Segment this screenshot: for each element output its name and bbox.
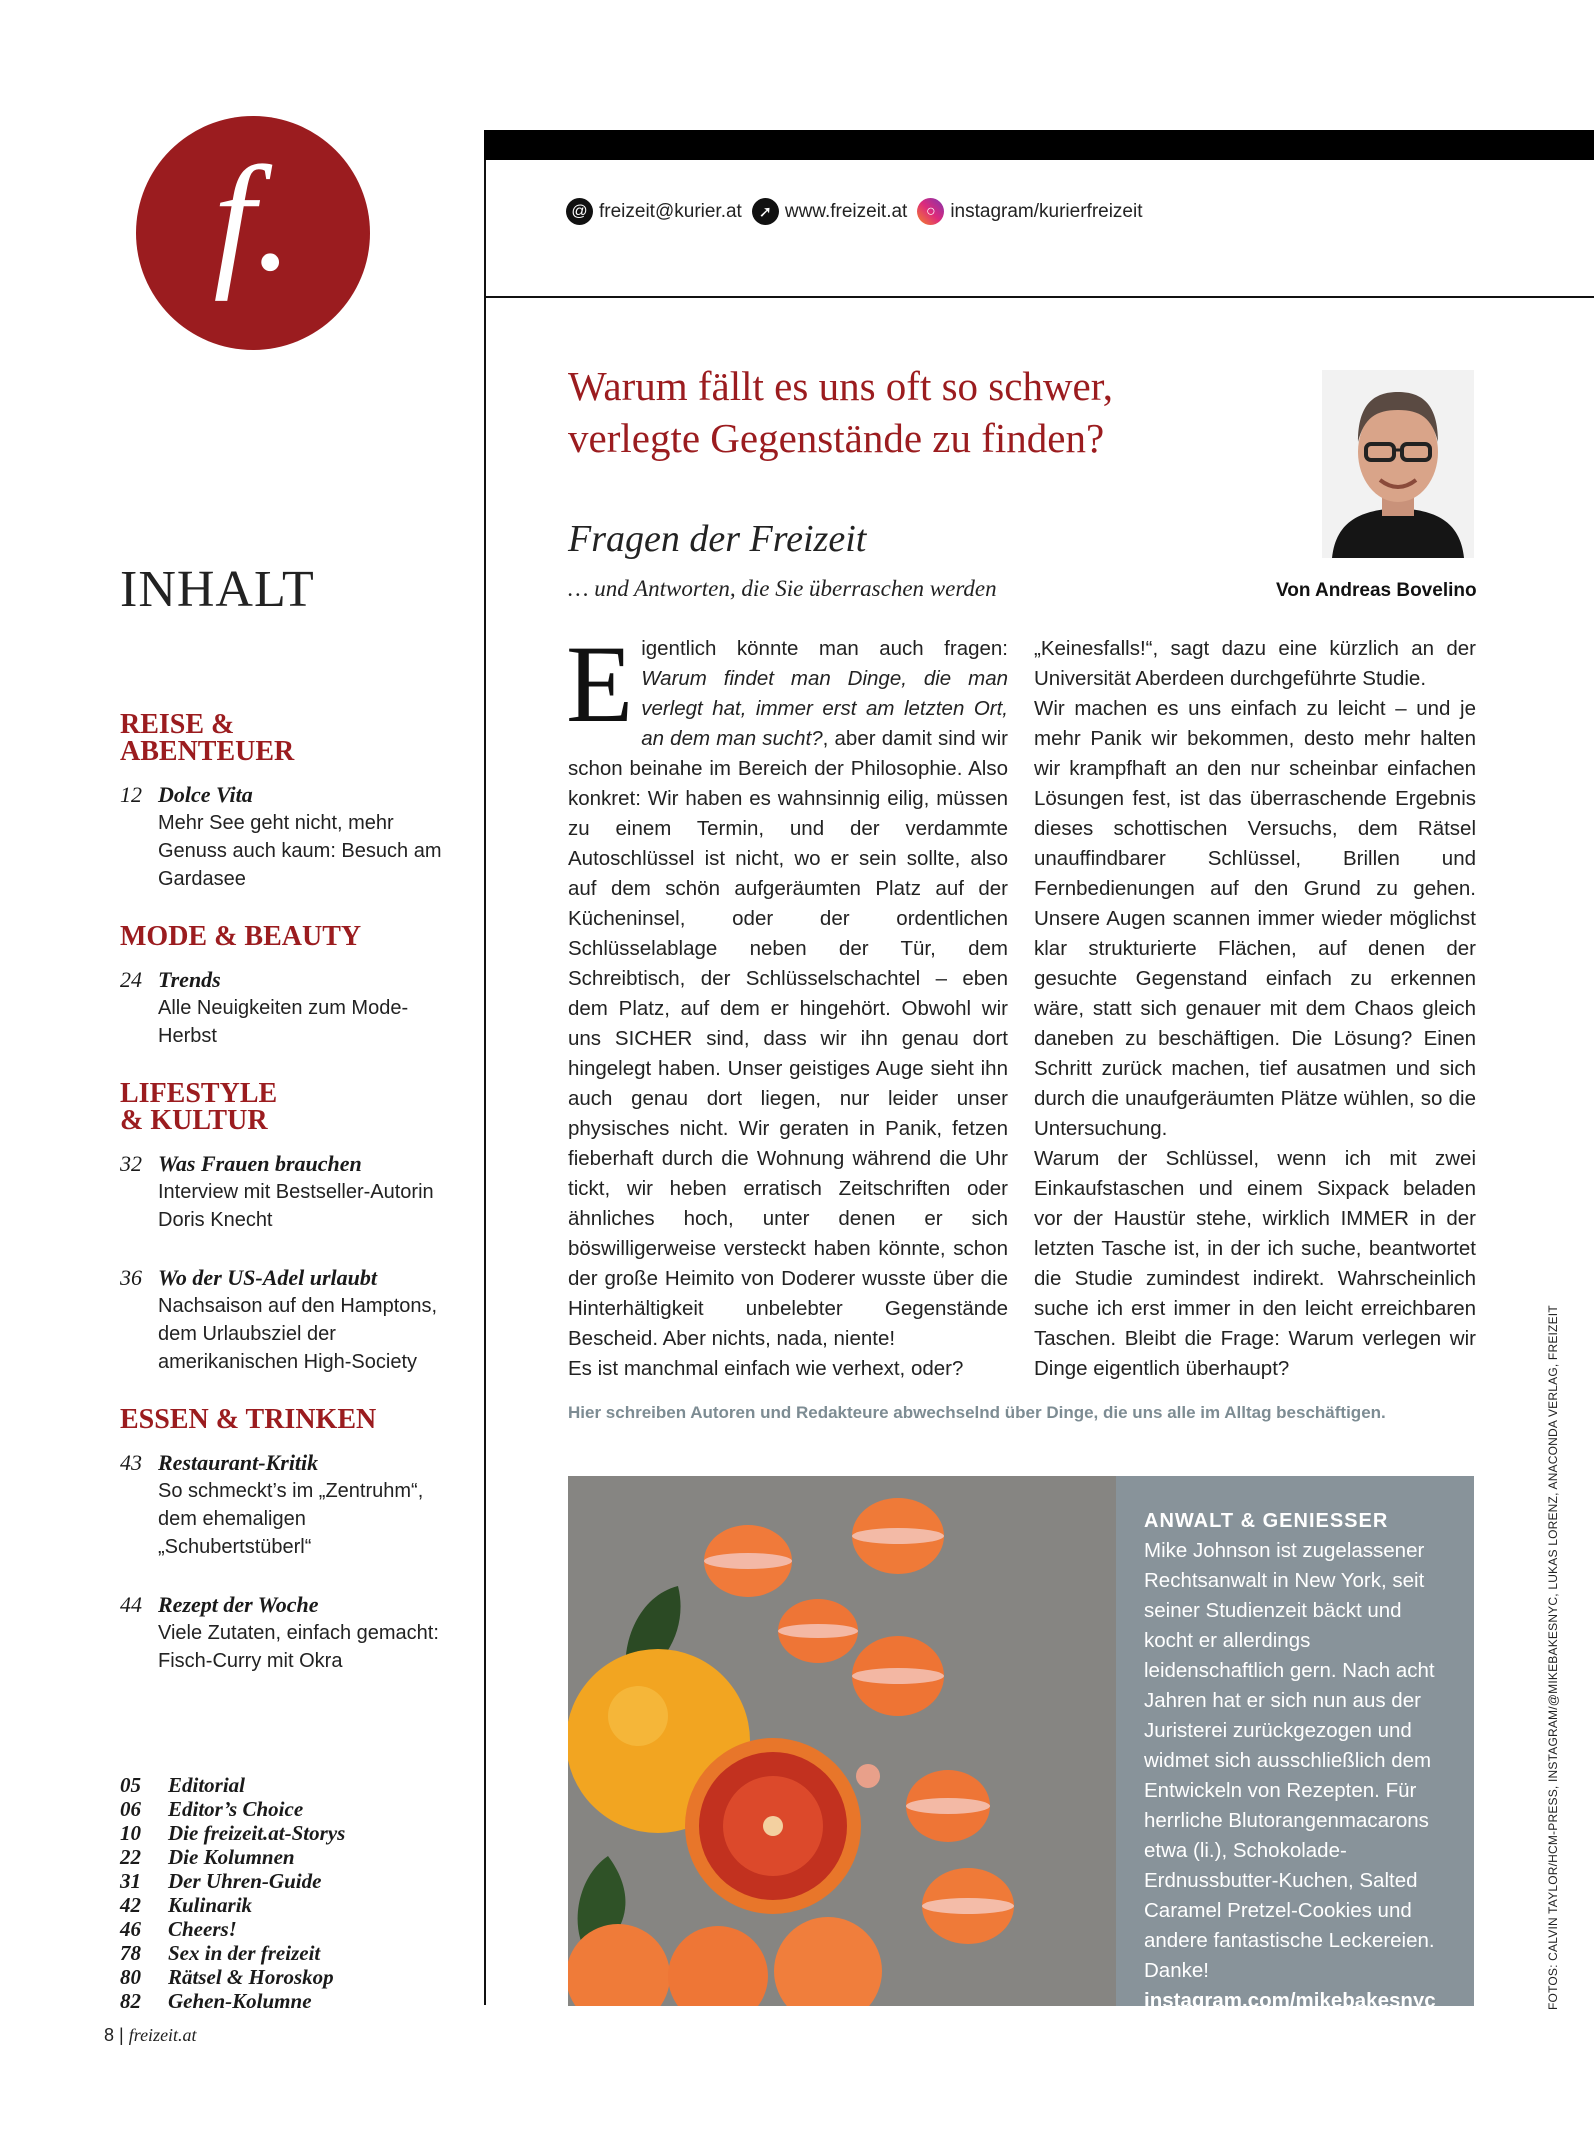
- toc-item-title: Restaurant-Kritik: [158, 1450, 319, 1475]
- toc-page-number: 42: [120, 1893, 141, 1917]
- macarons-illustration: [568, 1476, 1116, 2006]
- info-box: [1116, 1476, 1474, 2012]
- toc-page-number: 80: [120, 1965, 141, 1989]
- toc-quick-item[interactable]: [120, 1869, 460, 1893]
- toc-section-title: LIFESTYLE & KULTUR: [120, 1078, 278, 1136]
- toc-item-desc: Nachsaison auf den Hamptons, dem Urlaubsziel der amerikanischen High-Society: [158, 1295, 438, 1373]
- toc-item-title: Sex in der freizeit: [168, 1941, 321, 1965]
- toc-item-title: Cheers!: [168, 1917, 237, 1941]
- toc-item-title: Die freizeit.at-Storys: [168, 1821, 346, 1845]
- toc-quick-item[interactable]: [120, 1821, 460, 1845]
- toc-item-title: Die Kolumnen: [168, 1845, 295, 1869]
- toc-item[interactable]: [120, 1449, 460, 1561]
- logo-letter: f.: [213, 136, 293, 302]
- headline-line: Warum fällt es uns oft so schwer,: [568, 363, 1114, 409]
- article-paragraph: Es ist manchmal einfach wie verhext, oder?: [568, 1357, 964, 1380]
- toc-item-title: Rezept der Woche: [158, 1592, 319, 1617]
- paragraph-text: , aber damit sind wir schon beinahe im Bereich der Philosophie. Also konkret: Wir haben es wahnsinnig eilig, müssen zu einem Termin, und der verdammte Autoschlüssel ist nicht, wo er sein sollte, also auf dem schön aufgeräumten Platz auf der Kücheninsel, oder der ordentlichen Schlüsselablage neben der Tür, dem Schreibtisch, der Schlüsselschachtel – eben dem Platz, auf dem er hingehört. Obwohl wir uns SICHER sind, dass wir ihn genau dort hingelegt haben. Unser geistiges Auge sieht ihn auch genau dort liegen, nur leider unser physisches nicht. Wir geraten in Panik, fetzen fieberhaft durch die Wohnung während die Uhr tickt, wir heben erratisch Zeitschriften oder ähnliches hoch, unter denen er sich böswilligerweise versteckt haben könnte, schon der große Heimito von Doderer wusste über die Hinterhältigkeit unbelebter Gegenstände Bescheid. Aber nichts, nada, niente!: [568, 727, 1008, 1350]
- toc-quick-item[interactable]: [120, 1773, 460, 1797]
- toc-quick-list: [120, 1773, 460, 2013]
- paragraph-italic: Warum findet man Dinge, die man verlegt hat, immer erst am letzten Ort, an dem man sucht?: [641, 667, 1008, 750]
- info-box-title: ANWALT & GENIESSER: [1144, 1510, 1389, 1532]
- instagram-profile-link[interactable]: instagram.com/mikebakesnyc: [1144, 1989, 1436, 2012]
- article-column-1: [566, 623, 1008, 1384]
- toc-item-title: Editor’s Choice: [168, 1797, 304, 1821]
- toc-quick-item[interactable]: [120, 1893, 460, 1917]
- toc-page-number: 82: [120, 1989, 141, 2013]
- toc-item-desc: So schmeckt’s im „Zentruhm“, dem ehemaligen „Schubertstüberl“: [158, 1480, 424, 1558]
- toc-section: [120, 923, 460, 1050]
- toc-page-number: 05: [120, 1773, 141, 1797]
- footer-brand: freizeit.at: [128, 2025, 197, 2045]
- toc-item-title: Rätsel & Horoskop: [168, 1965, 334, 1989]
- toc-item-title: Der Uhren-Guide: [168, 1869, 322, 1893]
- toc-quick-item[interactable]: [120, 1845, 460, 1869]
- toc-item-title: Gehen-Kolumne: [168, 1989, 312, 2013]
- toc-page-number: 46: [120, 1917, 141, 1941]
- header-divider: [484, 296, 1594, 298]
- toc-item-title: Wo der US-Adel urlaubt: [158, 1265, 378, 1290]
- article-paragraph: Wir machen es uns einfach zu leicht – und je mehr Panik wir bekommen, desto mehr halten wir krampfhaft an den nur scheinbar einfachen Lösungen fest, ist das überraschende Ergebnis dieses schottischen Versuchs, dem Rätsel unauffindbarer Schlüssel, Brillen und Fernbedienungen auf den Grund zu gehen. Unsere Augen scannen immer wieder möglichst klar strukturierte Flächen, auf denen der gesuchte Gegenstand einfach zu erkennen wäre, statt sich genauer mit dem Chaos gleich daneben zu beschäftigen. Die Lösung? Einen Schritt zurück machen, tief ausatmen und sich durch die unaufgeräumten Plätze wühlen, so die Untersuchung.: [1034, 697, 1476, 1140]
- paragraph-text: igentlich könnte man auch fragen:: [641, 637, 1008, 660]
- table-of-contents: [120, 560, 460, 1705]
- column-note: Hier schreiben Autoren und Redakteure abwechselnd über Dinge, die uns alle im Alltag beschäftigen.: [568, 1403, 1386, 1422]
- column-kicker: Fragen der Freizeit: [568, 518, 867, 560]
- headline-line: verlegte Gegenstände zu finden?: [568, 415, 1105, 461]
- toc-quick-item[interactable]: [120, 1941, 460, 1965]
- toc-quick-item[interactable]: [120, 1797, 460, 1821]
- toc-item-title: Was Frauen brauchen: [158, 1151, 362, 1176]
- toc-item[interactable]: [120, 1264, 460, 1376]
- toc-quick-item[interactable]: [120, 1989, 460, 2013]
- toc-item-desc: Alle Neuigkeiten zum Mode-Herbst: [158, 997, 409, 1047]
- toc-item-desc: Interview mit Bestseller-Autorin Doris Knecht: [158, 1181, 434, 1231]
- toc-page-number: 43: [120, 1450, 142, 1475]
- toc-section-title: MODE & BEAUTY: [120, 921, 362, 952]
- at-icon: @: [566, 198, 593, 225]
- toc-page-number: 24: [120, 967, 142, 992]
- article-paragraph: [566, 623, 1008, 1354]
- toc-page-number: 12: [120, 782, 142, 807]
- toc-page-number: 06: [120, 1797, 141, 1821]
- email-link[interactable]: freizeit@kurier.at: [599, 200, 742, 222]
- toc-item[interactable]: [120, 781, 460, 893]
- toc-section: [120, 711, 460, 893]
- toc-item-title: Dolce Vita: [158, 782, 253, 807]
- author-photo-illustration: [1322, 370, 1474, 558]
- drop-cap: E: [566, 623, 634, 745]
- toc-quick-item[interactable]: [120, 1917, 460, 1941]
- article-paragraph: Warum der Schlüssel, wenn ich mit zwei Einkaufstaschen und einem Sixpack beladen vor der Haustür stehe, wirklich IMMER in der letzten Tasche ist, in der ich suche, beantwortet die Studie zumindest indirekt. Wahrscheinlich suche ich erst immer in den leicht erreichbaren Taschen. Bleibt die Frage: Warum verlegen wir Dinge eigentlich überhaupt?: [1034, 1147, 1476, 1380]
- toc-page-number: 31: [120, 1869, 141, 1893]
- toc-item-title: Kulinarik: [168, 1893, 253, 1917]
- toc-section: [120, 1406, 460, 1675]
- freizeit-logo: [136, 116, 370, 350]
- contact-row: [566, 198, 1143, 225]
- toc-item-desc: Mehr See geht nicht, mehr Genuss auch kaum: Besuch am Gardasee: [158, 812, 442, 890]
- toc-page-number: 10: [120, 1821, 141, 1845]
- article-headline: [568, 360, 1288, 464]
- toc-item-title: Editorial: [168, 1773, 246, 1797]
- toc-item-desc: Viele Zutaten, einfach gemacht: Fisch-Curry mit Okra: [158, 1622, 439, 1672]
- toc-item[interactable]: [120, 1591, 460, 1675]
- instagram-icon: ○: [917, 198, 944, 225]
- column-subkicker: … und Antworten, die Sie überraschen werden: [568, 576, 997, 601]
- article-paragraph: „Keinesfalls!“, sagt dazu eine kürzlich an der Universität Aberdeen durchgeführte Studie.: [1034, 637, 1476, 690]
- toc-item[interactable]: [120, 966, 460, 1050]
- web-link[interactable]: www.freizeit.at: [784, 200, 908, 222]
- info-box-text: Mike Johnson ist zugelassener Rechtsanwalt in New York, seit seiner Studienzeit bäckt und kocht er allerdings leidenschaftlich gern. Nach acht Jahren hat er sich nun aus der Juristerei zurückgezogen und widmet sich ausschließlich dem Entwickeln von Rezepten. Für herrliche Blutorangenmacarons etwa (li.), Schokolade-Erdnussbutter-Kuchen, Salted Caramel Pretzel-Cookies und andere fantastische Leckereien. Danke!: [1144, 1539, 1435, 1982]
- author-byline: Von Andreas Bovelino: [1276, 580, 1477, 601]
- toc-quick-item[interactable]: [120, 1965, 460, 1989]
- column-divider: [484, 160, 486, 2005]
- top-black-bar: [484, 130, 1594, 160]
- toc-item-title: Trends: [158, 967, 221, 992]
- toc-page-number: 44: [120, 1592, 142, 1617]
- photo-credits: FOTOS: CALVIN TAYLOR/HCM-PRESS, INSTAGRAM/@MIKEBAKESNYC, LUKAS LORENZ, ANACONDA VERLAG, FREIZEIT: [1546, 1305, 1560, 2010]
- author-portrait: [1322, 370, 1474, 558]
- toc-title: INHALT: [120, 561, 315, 618]
- page-footer: [104, 2025, 197, 2046]
- globe-icon: ➚: [752, 198, 779, 225]
- instagram-link[interactable]: instagram/kurierfreizeit: [950, 200, 1143, 222]
- toc-item[interactable]: [120, 1150, 460, 1234]
- page-number: 8: [104, 2025, 115, 2045]
- toc-section: [120, 1080, 460, 1376]
- article-column-2: [1034, 634, 1476, 1384]
- footer-separator: |: [119, 2025, 124, 2045]
- toc-section-title: REISE & ABENTEUER: [120, 709, 295, 767]
- toc-section-title: ESSEN & TRINKEN: [120, 1404, 377, 1435]
- macarons-photo: [568, 1476, 1116, 2006]
- toc-page-number: 32: [120, 1151, 142, 1176]
- toc-page-number: 78: [120, 1941, 141, 1965]
- toc-page-number: 22: [120, 1845, 141, 1869]
- toc-page-number: 36: [120, 1265, 142, 1290]
